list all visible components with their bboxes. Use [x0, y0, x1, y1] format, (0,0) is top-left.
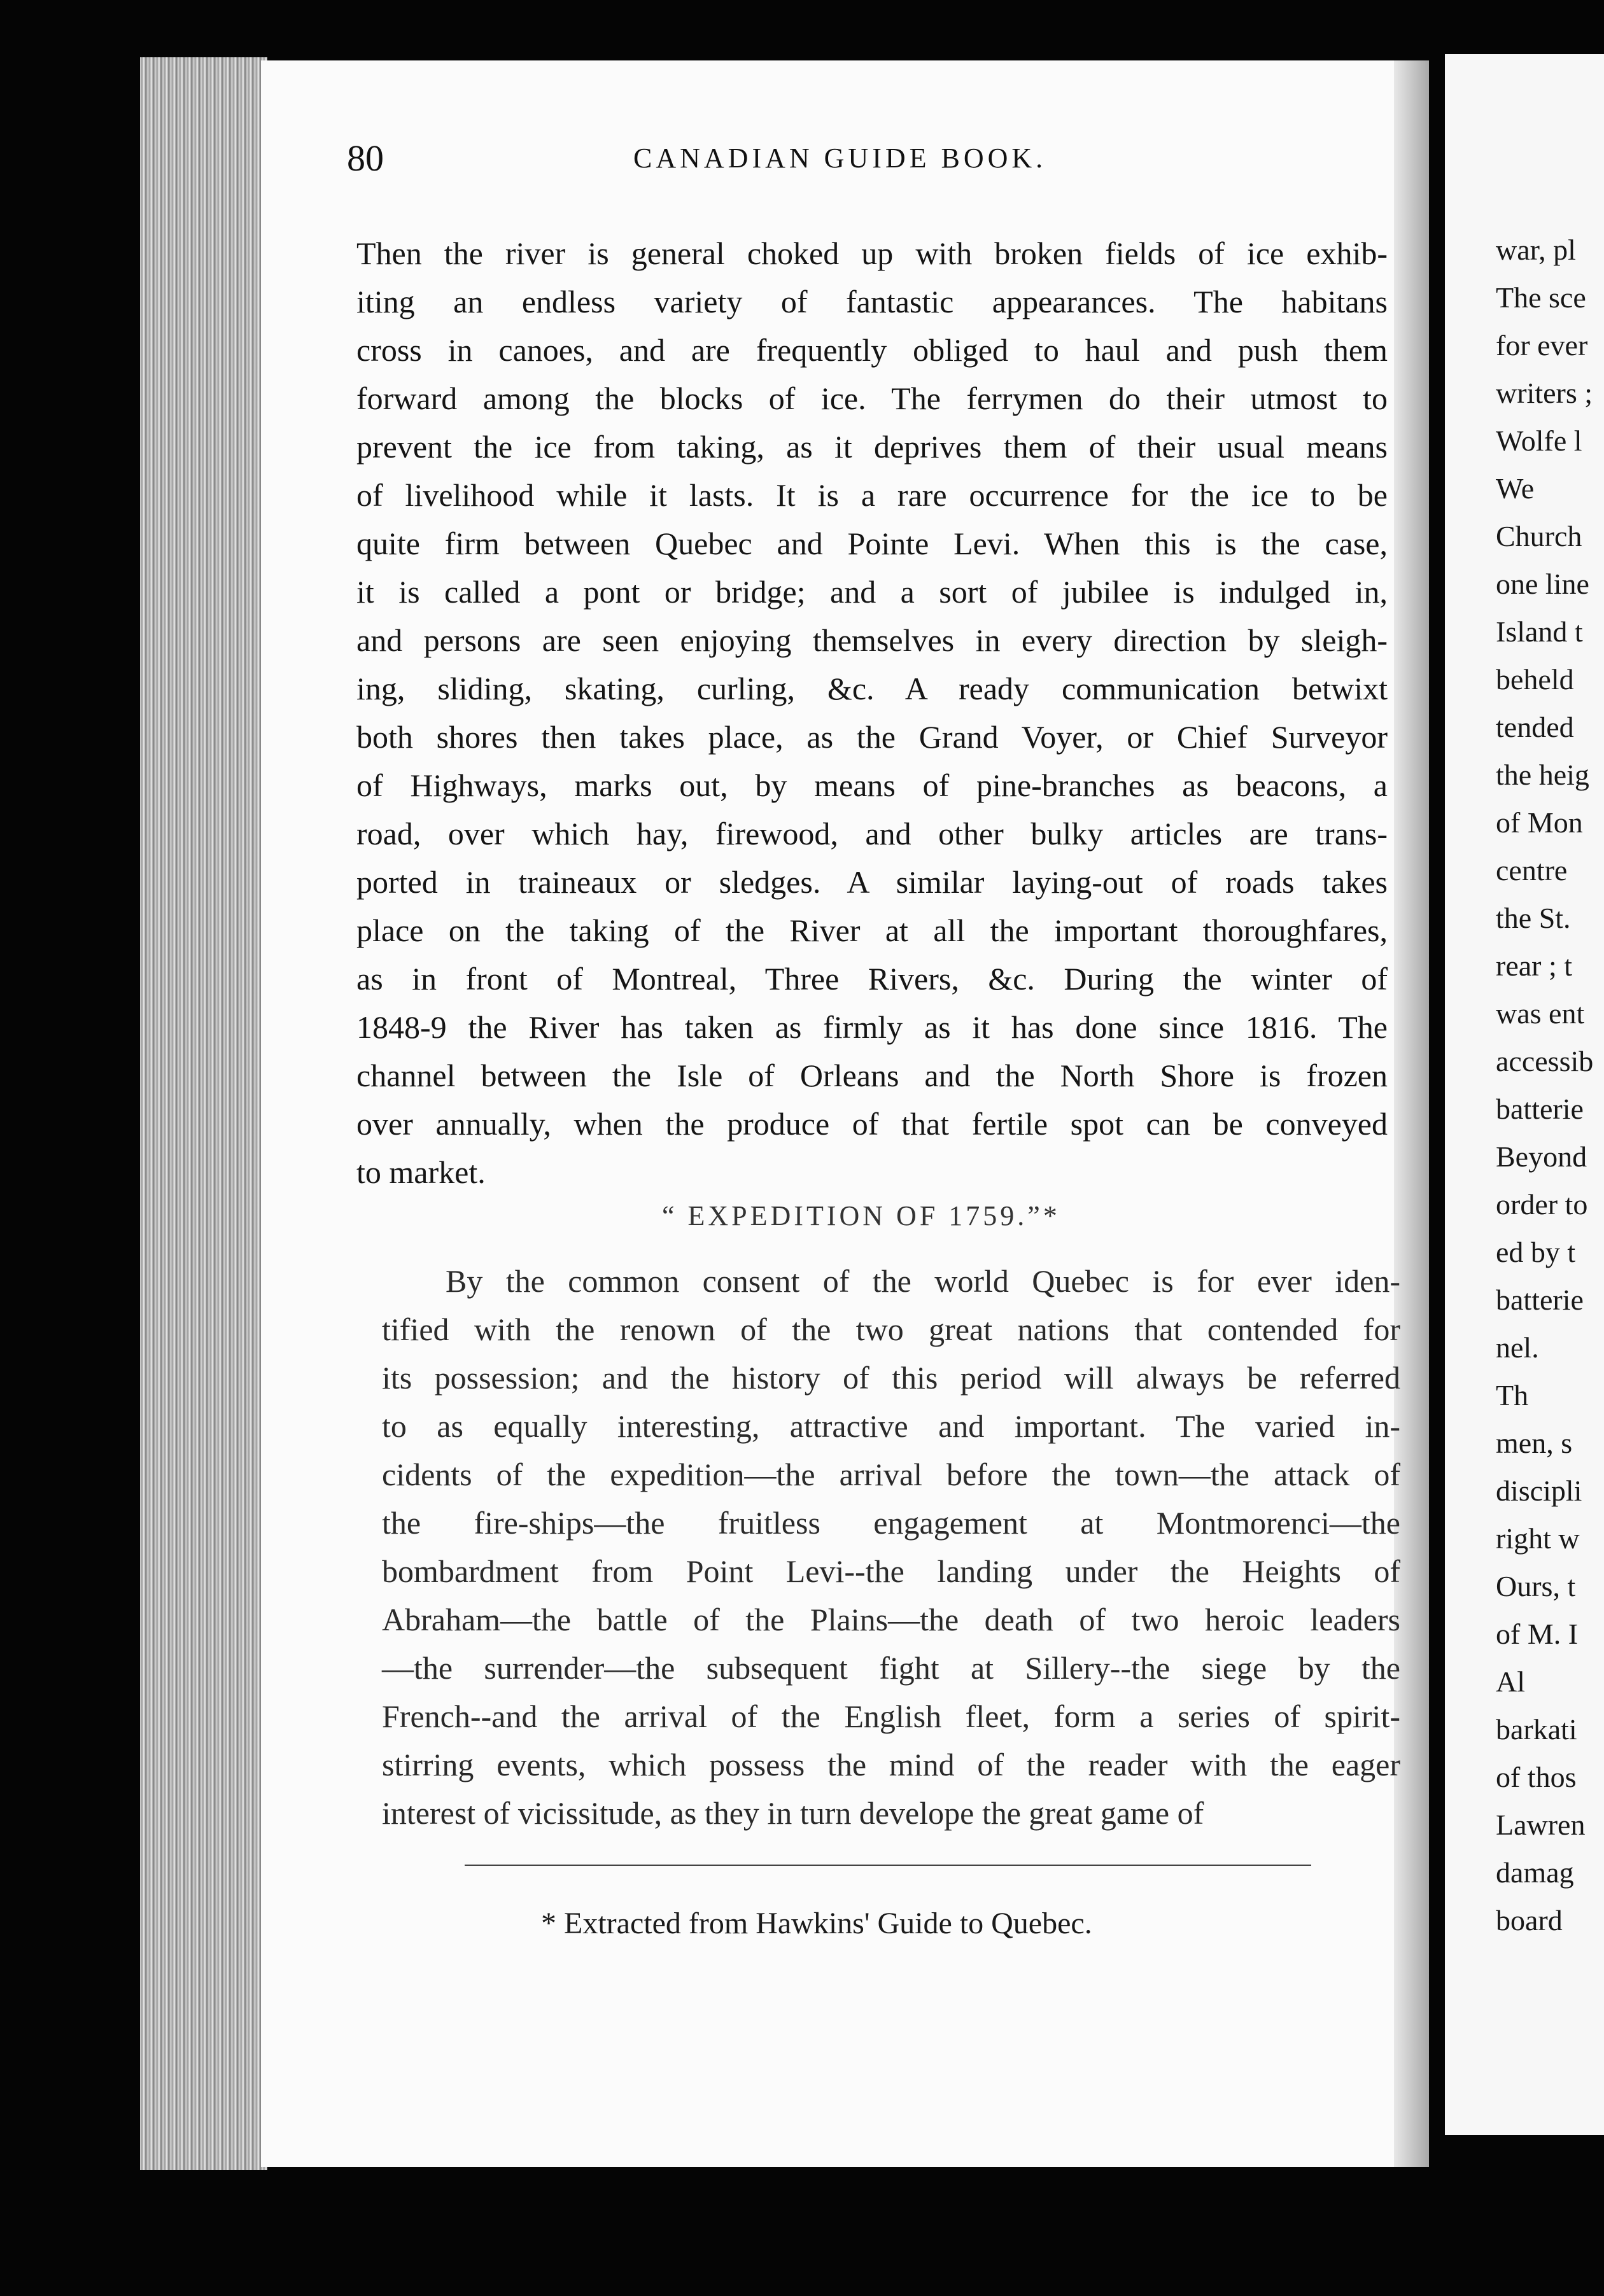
right-page-line: Island t — [1496, 615, 1583, 648]
text-line: place on the taking of the River at all the important thoroughfares, — [356, 913, 1388, 948]
text-line: the fire-ships—the fruitless engagement at Montmorenci—the — [382, 1505, 1400, 1541]
text-line: to as equally interesting, attractive and important. The varied in- — [382, 1408, 1400, 1444]
right-page-text — [1496, 226, 1604, 1944]
right-page-line: of M. I — [1496, 1618, 1579, 1650]
right-page-line: beheld — [1496, 663, 1574, 696]
right-page-line: Al — [1496, 1665, 1525, 1698]
text-line: its possession; and the history of this period will always be referred — [382, 1360, 1400, 1396]
right-page-line: batterie — [1496, 1284, 1584, 1316]
right-page-line: The sce — [1496, 281, 1586, 314]
right-page — [1445, 54, 1604, 2135]
right-page-line: the St. — [1496, 902, 1571, 934]
right-page-line: tended — [1496, 711, 1574, 743]
right-page-line: discipli — [1496, 1474, 1582, 1507]
running-head — [347, 137, 1365, 194]
right-page-line: Lawren — [1496, 1809, 1586, 1841]
text-line: interest of vicissitude, as they in turn develope the great game of — [382, 1795, 1204, 1831]
right-page-line: was ent — [1496, 997, 1585, 1030]
text-line: and persons are seen enjoying themselves in every direction by sleigh- — [356, 622, 1388, 658]
right-page-line: We — [1496, 472, 1535, 505]
page-number: 80 — [347, 137, 384, 179]
right-page-line: writers ; — [1496, 377, 1593, 409]
right-page-line: Church — [1496, 520, 1582, 552]
right-page-line: damag — [1496, 1856, 1574, 1889]
right-page-line: accessib — [1496, 1045, 1594, 1077]
text-line: prevent the ice from taking, as it deprives them of their usual means — [356, 429, 1388, 465]
right-page-line: Th — [1496, 1379, 1529, 1411]
text-line: iting an endless variety of fantastic appearances. The habitans — [356, 284, 1388, 319]
right-page-line: the heig — [1496, 759, 1589, 791]
right-page-line: men, s — [1496, 1427, 1573, 1459]
right-page-line: war, pl — [1496, 234, 1576, 266]
right-page-line: of Mon — [1496, 806, 1583, 839]
right-page-line: rear ; t — [1496, 949, 1573, 982]
right-page-line: ed by t — [1496, 1236, 1576, 1268]
right-page-line: order to — [1496, 1188, 1588, 1221]
text-line: ported in traineaux or sledges. A similar laying-out of roads takes — [356, 864, 1388, 900]
right-page-line: Wolfe l — [1496, 424, 1582, 457]
right-page-line: board — [1496, 1904, 1563, 1936]
footnote-rule — [465, 1865, 1311, 1866]
right-page-line: for ever — [1496, 329, 1588, 361]
right-page-line: centre — [1496, 854, 1568, 886]
text-line: French--and the arrival of the English fleet, form a series of spirit- — [382, 1698, 1400, 1734]
text-line: cidents of the expedition—the arrival before the town—the attack of — [382, 1457, 1400, 1492]
text-line: tified with the renown of the two great nations that contended for — [382, 1312, 1400, 1347]
right-page-line: batterie — [1496, 1093, 1584, 1125]
text-line: as in front of Montreal, Three Rivers, &c. During the winter of — [356, 961, 1388, 997]
text-line: forward among the blocks of ice. The ferrymen do their utmost to — [356, 381, 1388, 416]
right-page-line: of thos — [1496, 1761, 1577, 1793]
right-page-line: barkati — [1496, 1713, 1577, 1746]
text-line: ing, sliding, skating, curling, &c. A ready communication betwixt — [356, 671, 1388, 706]
text-line: road, over which hay, firewood, and other bulky articles are trans- — [356, 816, 1388, 851]
text-line: stirring events, which possess the mind of the reader with the eager — [382, 1747, 1400, 1782]
text-line: 1848-9 the River has taken as firmly as it has done since 1816. The — [356, 1009, 1388, 1045]
text-line: of Highways, marks out, by means of pine-branches as beacons, a — [356, 767, 1388, 803]
text-line: over annually, when the produce of that fertile spot can be conveyed — [356, 1106, 1388, 1142]
right-page-line: one line — [1496, 568, 1589, 600]
right-page-line: Ours, t — [1496, 1570, 1576, 1602]
text-line: bombardment from Point Levi--the landing under the Heights of — [382, 1553, 1400, 1589]
running-title: CANADIAN GUIDE BOOK. — [633, 143, 1047, 174]
paragraph-ice-bridge — [356, 229, 1388, 1196]
right-page-line: Beyond — [1496, 1140, 1587, 1173]
text-line: of livelihood while it lasts. It is a rare occurrence for the ice to be — [356, 477, 1388, 513]
right-page-line: nel. — [1496, 1331, 1539, 1364]
text-line: cross in canoes, and are frequently obliged to haul and push them — [356, 332, 1388, 368]
text-line: both shores then takes place, as the Grand Voyer, or Chief Surveyor — [356, 719, 1388, 755]
text-line: —the surrender—the subsequent fight at Sillery--the siege by the — [382, 1650, 1400, 1686]
text-line: Then the river is general choked up with broken fields of ice exhib- — [356, 235, 1388, 271]
right-page-line: right w — [1496, 1522, 1580, 1555]
text-line: to market. — [356, 1154, 486, 1190]
text-line: channel between the Isle of Orleans and the North Shore is frozen — [356, 1058, 1388, 1093]
text-line: it is called a pont or bridge; and a sort of jubilee is indulged in, — [356, 574, 1388, 610]
section-heading: “ EXPEDITION OF 1759.”* — [662, 1200, 1060, 1231]
gutter-shadow — [1394, 60, 1429, 2167]
text-line: Abraham—the battle of the Plains—the death of two heroic leaders — [382, 1602, 1400, 1637]
footnote: * Extracted from Hawkins' Guide to Quebec. — [541, 1907, 1092, 1940]
page-edges — [140, 57, 267, 2170]
text-line: By the common consent of the world Quebec is for ever iden- — [446, 1263, 1400, 1299]
text-line: quite firm between Quebec and Pointe Levi. When this is the case, — [356, 526, 1388, 561]
paragraph-expedition — [382, 1257, 1400, 1837]
